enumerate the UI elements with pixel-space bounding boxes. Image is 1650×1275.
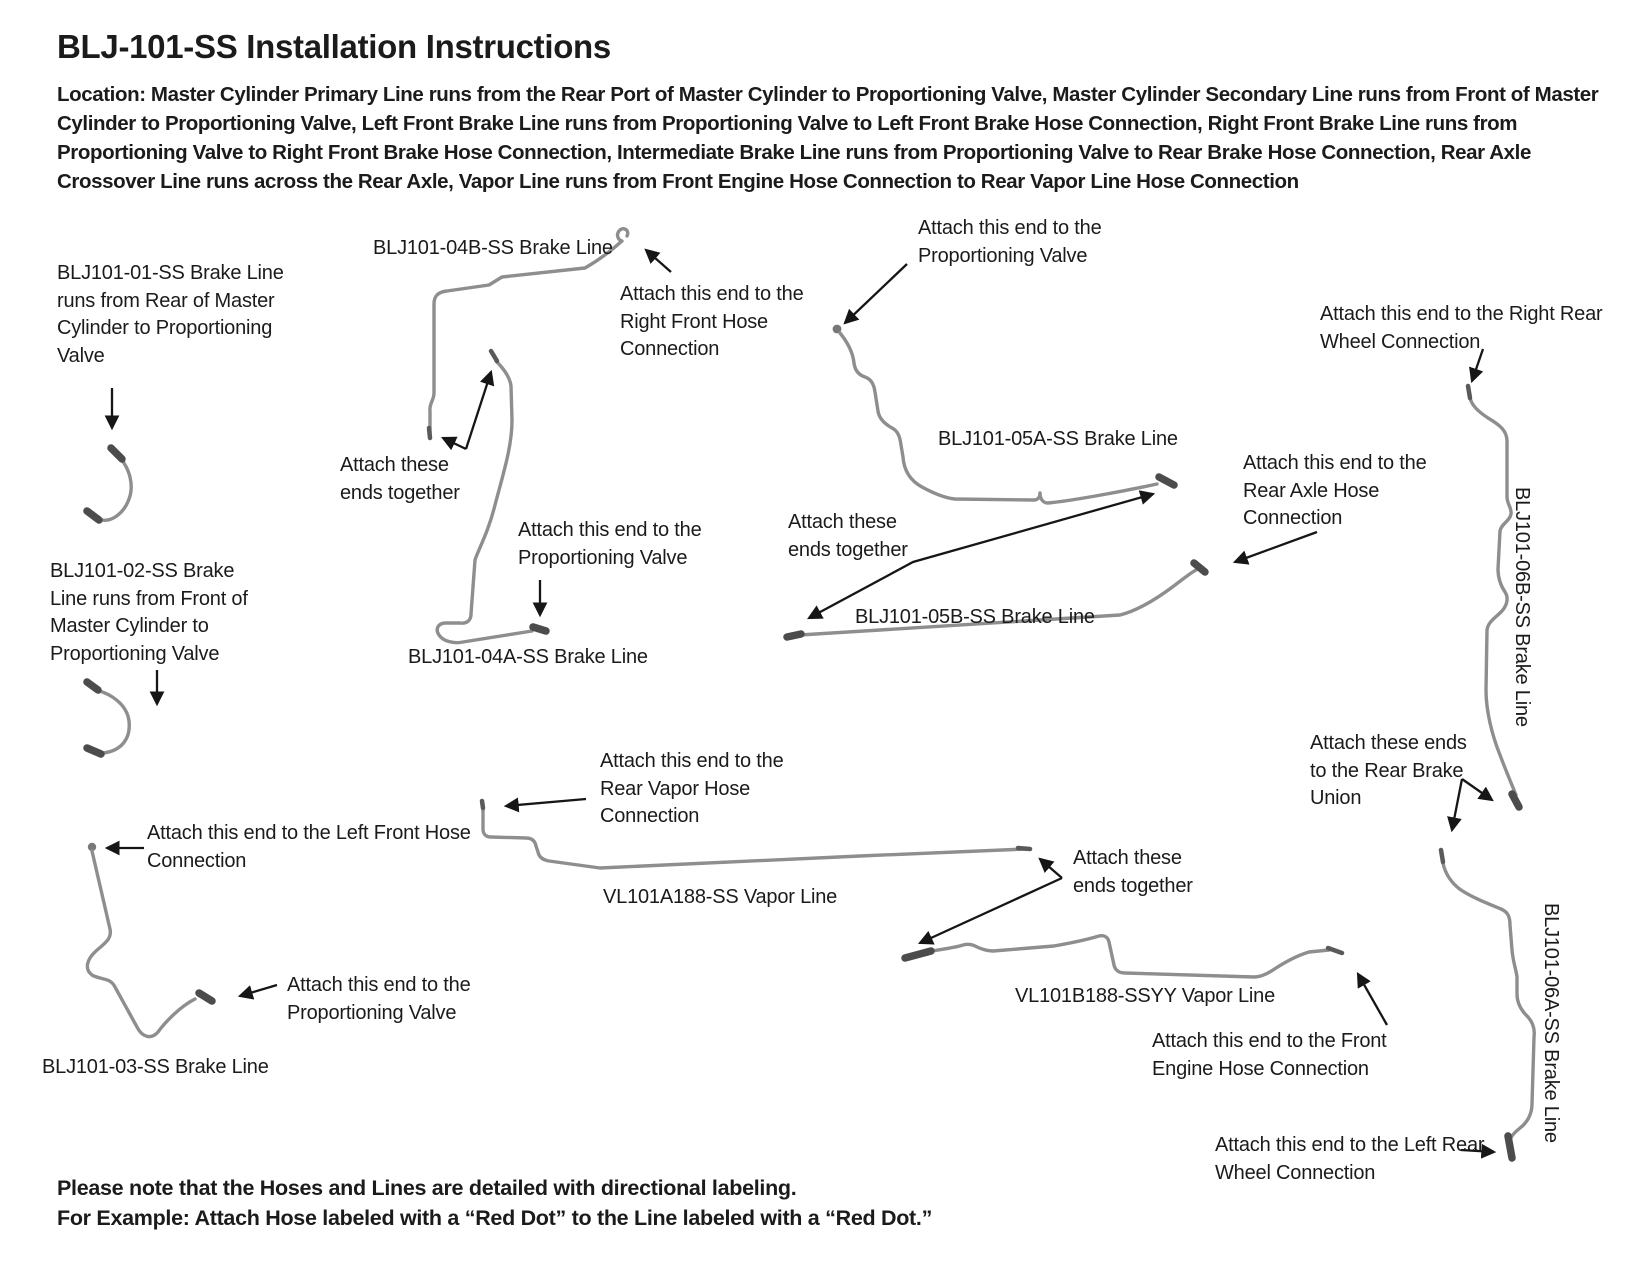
annotation-ends-together-04: Attach these ends together — [340, 454, 460, 504]
annotation-left-rear-wheel: Attach this end to the Left Rear Wheel Connection — [1215, 1134, 1485, 1184]
label-vapor-a-name: VL101A188-SS Vapor Line — [603, 886, 838, 908]
footnote-line1: Please note that the Hoses and Lines are detailed with directional labeling. — [57, 1176, 797, 1200]
arrow-ends-together-vapor-to-a — [1040, 859, 1062, 878]
label-line06a-name: BLJ101-06A-SS Brake Line — [1540, 903, 1562, 1143]
label-line05a-name: BLJ101-05A-SS Brake Line — [938, 428, 1178, 450]
arrow-ends-together-04-to-04b — [443, 438, 466, 449]
brake-line-02-image — [87, 682, 129, 754]
annotation-rear-vapor-hose: Attach this end to the Rear Vapor Hose Connection — [600, 750, 784, 827]
annotation-rear-brake-union: Attach these ends to the Rear Brake Union — [1310, 732, 1467, 809]
annotation-right-front-hose: Attach this end to the Right Front Hose Connection — [620, 283, 804, 360]
annotation-left-front-hose: Attach this end to the Left Front Hose Connection — [147, 822, 471, 872]
annotation-proportioning-valve-line05a: Attach this end to the Proportioning Valve — [918, 217, 1102, 267]
label-vapor-b-name: VL101B188-SSYY Vapor Line — [1015, 985, 1276, 1007]
annotation-ends-together-vapor: Attach these ends together — [1073, 847, 1193, 897]
arrow-proportioning-valve-line03 — [240, 985, 277, 996]
label-line04b-name: BLJ101-04B-SS Brake Line — [373, 237, 613, 259]
brake-line-06a-image — [1441, 850, 1534, 1158]
footnote-line2: For Example: Attach Hose labeled with a “Red Dot” to the Line labeled with a “Red Dot.” — [57, 1206, 933, 1230]
arrow-rear-vapor-hose — [506, 799, 586, 806]
label-line02-description: BLJ101-02-SS Brake Line runs from Front of Master Cylinder to Proportioning Valve — [50, 560, 248, 665]
annotation-proportioning-valve-line03: Attach this end to the Proportioning Valve — [287, 974, 471, 1024]
annotation-rear-axle-hose: Attach this end to the Rear Axle Hose Connection — [1243, 452, 1427, 529]
arrow-front-engine-hose — [1358, 974, 1387, 1025]
annotation-front-engine-hose: Attach this end to the Front Engine Hose Connection — [1152, 1030, 1387, 1080]
arrow-right-front-hose — [646, 250, 671, 272]
label-line05b-name: BLJ101-05B-SS Brake Line — [855, 606, 1095, 628]
annotation-right-rear-wheel: Attach this end to the Right Rear Wheel Connection — [1320, 303, 1603, 353]
label-line03-name: BLJ101-03-SS Brake Line — [42, 1056, 269, 1078]
arrow-ends-together-vapor-to-b — [920, 878, 1062, 943]
arrow-ends-together-04-to-04a — [466, 372, 491, 449]
vapor-line-b-image — [905, 936, 1342, 977]
arrow-rear-axle-hose — [1235, 532, 1317, 562]
arrow-proportioning-valve-line05a — [845, 264, 907, 323]
annotation-proportioning-valve-line04a: Attach this end to the Proportioning Valve — [518, 519, 702, 569]
location-paragraph: Location: Master Cylinder Primary Line runs from the Rear Port of Master Cylinder to Proportioning Valve, Master Cylinder Secondary Line runs from Front of Master Cylinder to Proportioning Valve, Left Front Brake Line runs from Proportioning Valve to Left Front Brake Hose Connection, Right Front Brake Line runs from Proportioning Valve to Right Front Brake Hose Connection, Intermediate Brake Line runs from Proportioning Valve to Rear Brake Hose Connection, Rear Axle Crossover Line runs across the Rear Axle, Vapor Line runs from Front Engine Hose Connection to Rear Vapor Line Hose Connection — [57, 83, 1599, 193]
label-line04a-name: BLJ101-04A-SS Brake Line — [408, 646, 648, 668]
label-line01-description: BLJ101-01-SS Brake Line runs from Rear of Master Cylinder to Proportioning Valve — [57, 262, 284, 367]
brake-line-05a-image — [833, 325, 1174, 503]
label-line06b-name: BLJ101-06B-SS Brake Line — [1511, 487, 1533, 727]
page-title: BLJ-101-SS Installation Instructions — [57, 28, 611, 65]
annotation-ends-together-05: Attach these ends together — [788, 511, 908, 561]
brake-line-01-image — [87, 448, 131, 520]
